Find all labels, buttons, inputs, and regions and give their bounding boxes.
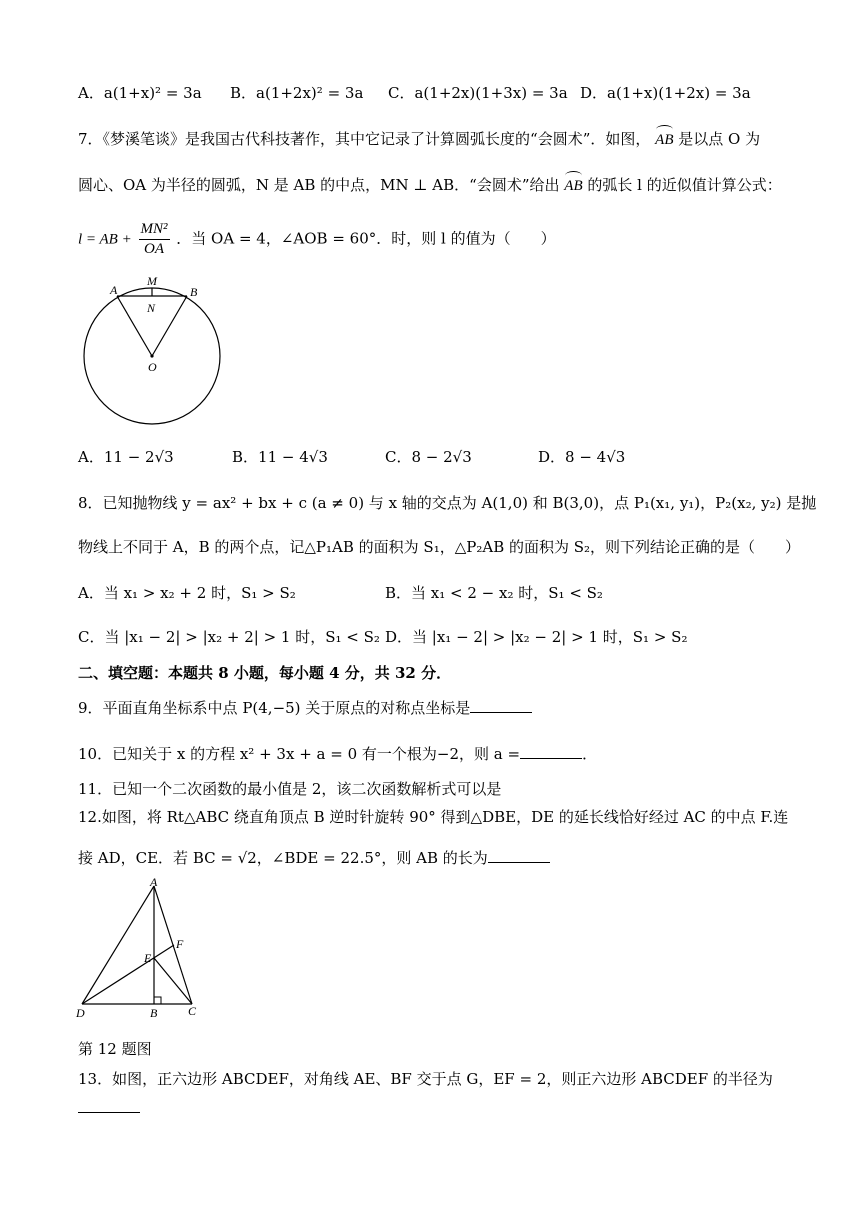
q8-line1: 8．已知抛物线 y = ax² + bx + c (a ≠ 0) 与 x 轴的交点为 A(1,0) 和 B(3,0)，点 P₁(x₁, y₁)，P₂(x₂, y₂) 是抛: [78, 494, 817, 512]
q12-line2-text: 接 AD，CE．若 BC = √2，∠BDE = 22.5°，则 AB 的长为: [78, 849, 488, 867]
q7-choice-b: B．11 − 4√3: [232, 448, 328, 466]
q7-line2-a: 圆心、OA 为半径的圆弧，N 是 AB 的中点，MN ⊥ AB．“会圆术”给出: [78, 176, 560, 194]
q6-choice-c: C．a(1+2x)(1+3x) = 3a: [388, 84, 568, 102]
label-n: N: [147, 301, 156, 315]
label-d: D: [76, 1006, 85, 1018]
line-ad: [82, 886, 154, 1004]
q7-line1-a: 7．《梦溪笔谈》是我国古代科技著作，其中它记录了计算圆弧长度的“会圆术”．如图，: [78, 130, 651, 148]
q7-formula-lhs: l = AB +: [78, 231, 132, 248]
q12-line1: 12.如图，将 Rt△ABC 绕直角顶点 B 逆时针旋转 90° 得到△DBE，DE 的延长线恰好经过 AC 的中点 F.连: [78, 808, 789, 826]
q7-line1: [78, 130, 760, 150]
q12-blank: [488, 848, 550, 863]
q7-line1-b: 是以点 O 为: [678, 130, 761, 148]
label-m: M: [147, 274, 157, 288]
q10: [78, 744, 597, 764]
q7-formula-line: [78, 220, 556, 259]
q7-arc-ab-2: AB: [564, 178, 583, 194]
q7-line2: [78, 176, 782, 196]
label-b: B: [150, 1006, 158, 1018]
label-f: F: [176, 937, 184, 951]
q7-circle-figure: [76, 274, 226, 426]
label-c: C: [188, 1004, 197, 1018]
label-e: E: [144, 951, 152, 965]
q6-choice-a: A．a(1+x)² = 3a: [78, 84, 202, 102]
label-a: A: [110, 283, 118, 297]
section-2-heading: 二、填空题：本题共 8 小题，每小题 4 分，共 32 分．: [78, 664, 452, 682]
q9-text: 9．平面直角坐标系中点 P(4,−5) 关于原点的对称点坐标是: [78, 699, 471, 717]
label-a: A: [150, 878, 158, 889]
q7-line3-b: ．当 OA = 4，∠AOB = 60°．时，则 l 的值为（ ）: [176, 229, 556, 248]
q9-blank: [470, 698, 532, 713]
q8-choice-c: C．当 |x₁ − 2| > |x₂ + 2| > 1 时，S₁ < S₂: [78, 628, 380, 646]
q7-choice-d: D．8 − 4√3: [538, 448, 626, 466]
q10-end: ．: [582, 745, 598, 763]
q12-caption: 第 12 题图: [78, 1040, 152, 1058]
q8-choice-d: D．当 |x₁ − 2| > |x₂ − 2| > 1 时，S₁ > S₂: [385, 628, 688, 646]
q7-choice-a: A．11 − 2√3: [78, 448, 174, 466]
right-angle-mark: [154, 997, 161, 1004]
q8-choice-b: B．当 x₁ < 2 − x₂ 时，S₁ < S₂: [385, 584, 603, 602]
q7-choice-c: C．8 − 2√3: [385, 448, 472, 466]
q7-line2-b: 的弧长 l 的近似值计算公式：: [587, 176, 782, 194]
q7-frac-num: MN²: [139, 220, 170, 240]
q12-line2: [78, 848, 550, 868]
q8-choice-a: A．当 x₁ > x₂ + 2 时，S₁ > S₂: [78, 584, 296, 602]
label-b: B: [190, 285, 198, 299]
q10-blank: [520, 744, 582, 759]
q10-text: 10．已知关于 x 的方程 x² + 3x + a = 0 有一个根为−2，则 a =: [78, 745, 521, 763]
q11: 11．已知一个二次函数的最小值是 2，该二次函数解析式可以是: [78, 780, 502, 798]
label-o: O: [148, 360, 157, 374]
radius-ob: [152, 296, 187, 356]
q13-blank: [78, 1098, 140, 1113]
q9: [78, 698, 532, 718]
q6-choice-d: D．a(1+x)(1+2x) = 3a: [580, 84, 751, 102]
q7-frac-den: OA: [144, 240, 164, 257]
line-df: [82, 945, 174, 1004]
q6-choice-b: B．a(1+2x)² = 3a: [230, 84, 364, 102]
q8-line2: 物线上不同于 A，B 的两个点，记△P₁AB 的面积为 S₁，△P₂AB 的面积为 S₂，则下列结论正确的是（ ）: [78, 538, 801, 556]
q7-fraction: [139, 220, 170, 259]
q12-triangle-figure: [74, 878, 214, 1018]
q13-line1: 13．如图，正六边形 ABCDEF，对角线 AE、BF 交于点 G，EF = 2，则正六边形 ABCDEF 的半径为: [78, 1070, 773, 1088]
q7-arc-ab: AB: [655, 132, 674, 148]
center-point: [150, 354, 153, 357]
